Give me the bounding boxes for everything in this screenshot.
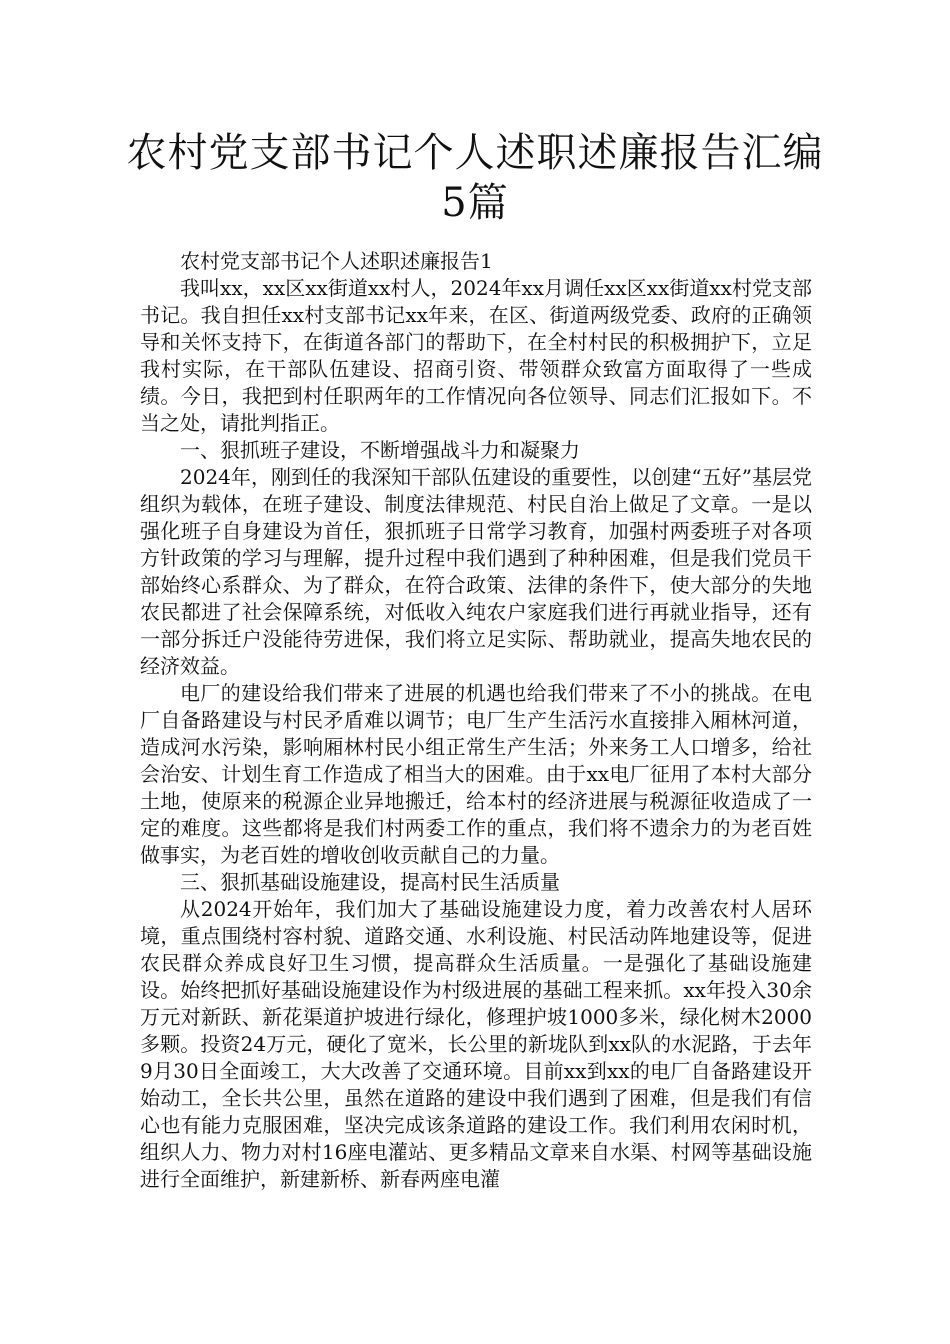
paragraph-intro: 我叫xx，xx区xx街道xx村人，2024年xx月调任xx区xx街道xx村党支部书记。我自担任xx村支部书记xx年来，在区、街道两级党委、政府的正确领导和关怀支持下，在街道各部门的帮助下，在全村村民的积极拥护下，立足我村实际，在干部队伍建设、招商引资、带领群众致富方面取得了一些成绩。今日，我把到村任职两年的工作情况向各位领导、同志们汇报如下。不当之处，请批判指正。 <box>140 276 812 435</box>
section-heading-1: 一、狠抓班子建设，不断增强战斗力和凝聚力 <box>180 438 580 462</box>
paragraph-power-plant: 电厂的建设给我们带来了进展的机遇也给我们带来了不小的挑战。在电厂自备路建设与村民矛盾难以调节；电厂生产生活污水直接排入厢林河道，造成河水污染，影响厢林村民小组正常生产生活；外来务工人口增多，给社会治安、计划生育工作造成了相当大的困难。由于xx电厂征用了本村大部分土地，使原来的税源企业异地搬迁，给本村的经济进展与税源征收造成了一定的难度。这些都将是我们村两委工作的重点，我们将不遗余力的为老百姓做事实，为老百姓的增收创收贡献自己的力量。 <box>140 681 812 867</box>
document-body <box>140 248 812 1193</box>
report-subtitle: 农村党支部书记个人述职述廉报告1 <box>180 249 493 273</box>
document-title: 农村党支部书记个人述职述廉报告汇编5篇 <box>126 130 824 226</box>
section-heading-3: 三、狠抓基础设施建设，提高村民生活质量 <box>180 870 560 894</box>
paragraph-team-building: 2024年，刚到任的我深知干部队伍建设的重要性，以创建“五好”基层党组织为载体，在班子建设、制度法律规范、村民自治上做足了文章。一是以强化班子自身建设为首任，狠抓班子日常学习教育，加强村两委班子对各项方针政策的学习与理解，提升过程中我们遇到了种种困难，但是我们党员干部始终心系群众、为了群众，在符合政策、法律的条件下，使大部分的失地农民都进了社会保障系统，对低收入纯农户家庭我们进行再就业指导，还有一部分拆迁户没能待劳进保，我们将立足实际、帮助就业，提高失地农民的经济效益。 <box>140 465 812 678</box>
paragraph-infrastructure: 从2024开始年，我们加大了基础设施建设力度，着力改善农村人居环境，重点围绕村容村貌、道路交通、水利设施、村民活动阵地建设等，促进农民群众养成良好卫生习惯，提高群众生活质量。一是强化了基础设施建设。始终把抓好基础设施建设作为村级进展的基础工程来抓。xx年投入30余万元对新跃、新花渠道护坡进行绿化，修理护坡1000多米，绿化树木2000多颗。投资24万元，硬化了宽米，长公里的新垅队到xx队的水泥路，于去年9月30日全面竣工，大大改善了交通环境。目前xx到xx的电厂自备路建设开始动工，全长共公里，虽然在道路的建设中我们遇到了困难，但是我们有信心也有能力克服困难，坚决完成该条道路的建设工作。我们利用农闲时机，组织人力、物力对村16座电灌站、更多精品文章来自水渠、村网等基础设施进行全面维护，新建新桥、新春两座电灌 <box>140 897 812 1191</box>
